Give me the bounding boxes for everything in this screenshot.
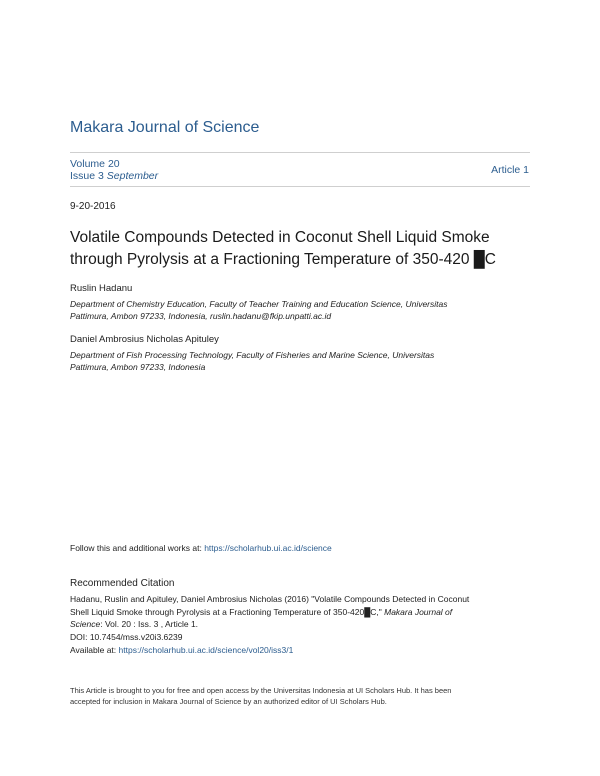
author-entry — [70, 283, 530, 322]
citation-line: : Vol. 20 : Iss. 3 , Article 1. — [100, 619, 199, 629]
paper-title — [70, 227, 540, 271]
follow-link[interactable]: https://scholarhub.ui.ac.id/science — [204, 543, 332, 553]
header-rule-bottom — [70, 186, 530, 187]
citation-line: Shell Liquid Smoke through Pyrolysis at a Fractioning Temperature of 350-420█C," — [70, 606, 385, 617]
author-entry — [70, 334, 530, 373]
doi: DOI: 10.7454/mss.v20i3.6239 — [70, 632, 183, 642]
open-access-note — [70, 685, 532, 707]
follow-works-line — [70, 543, 332, 553]
paper-title-line-2: through Pyrolysis at a Fractioning Temperature of 350-420 █C — [70, 251, 496, 268]
affiliation-line: Department of Chemistry Education, Faculty of Teacher Training and Education Science, Universitas — [70, 299, 448, 309]
issue-month: September — [106, 170, 159, 182]
affiliation-line: Pattimura, Ambon 97233, Indonesia — [70, 362, 206, 372]
citation-text — [70, 593, 535, 631]
header-rule-top — [70, 152, 530, 153]
recommended-citation-heading: Recommended Citation — [70, 578, 175, 589]
citation-line: Hadanu, Ruslin and Apituley, Daniel Ambrosius Nicholas (2016) "Volatile Compounds Detected in Coconut — [70, 594, 470, 604]
citation-journal: Makara Journal of — [384, 606, 453, 617]
author-name: Daniel Ambrosius Nicholas Apituley — [70, 334, 219, 345]
volume-link[interactable]: Volume 20 — [70, 158, 120, 170]
issue-link[interactable] — [70, 170, 158, 182]
available-at-line — [70, 645, 293, 655]
author-affiliation — [70, 349, 530, 373]
follow-text: Follow this and additional works at: — [70, 543, 205, 553]
footer-line: accepted for inclusion in Makara Journal of Science by an authorized editor of UI Scholars Hub. — [70, 697, 387, 706]
affiliation-line: Pattimura, Ambon 97233, Indonesia, ruslin.hadanu@fkip.unpatti.ac.id — [70, 311, 332, 321]
footer-line: This Article is brought to you for free and open access by the Universitas Indonesia at UI Scholars Hub. It has been — [70, 686, 452, 695]
article-number-link[interactable]: Article 1 — [491, 164, 529, 176]
author-name: Ruslin Hadanu — [70, 283, 133, 294]
paper-title-line-1: Volatile Compounds Detected in Coconut Shell Liquid Smoke — [70, 229, 490, 246]
publication-date: 9-20-2016 — [70, 201, 116, 212]
citation-journal: Science — [70, 619, 101, 629]
available-label: Available at: — [70, 645, 119, 655]
volume-issue-block — [70, 158, 158, 182]
affiliation-line: Department of Fish Processing Technology, Faculty of Fisheries and Marine Science, Universitas — [70, 350, 435, 360]
available-link[interactable]: https://scholarhub.ui.ac.id/science/vol20/iss3/1 — [118, 645, 294, 655]
journal-title-link[interactable]: Makara Journal of Science — [70, 119, 260, 136]
author-affiliation — [70, 298, 530, 322]
issue-number: Issue 3 — [70, 170, 104, 182]
